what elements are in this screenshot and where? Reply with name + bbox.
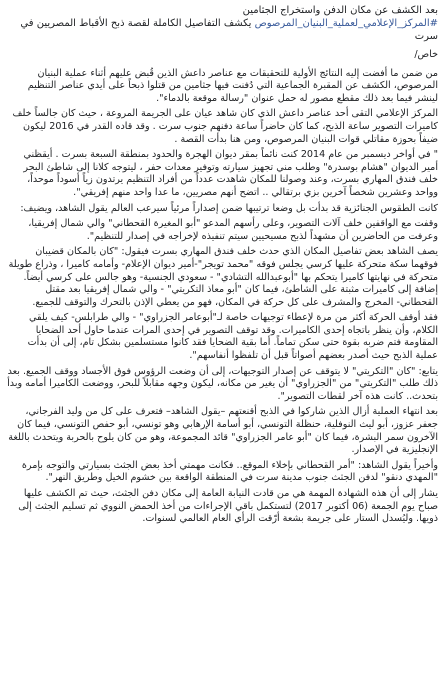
paragraph-conclusion: يشار إلى أن هذه الشهادة المهمة هي من قادت النيابة العامة إلى مكان دفن الجثث، حيث تم الكشف عليها صباح يوم الجمعة (06 أكتوبر 2017) لتستكمل باقي الإجراءات من أخذ الحمض النووي ثم تسليم الجثث إلى ذويها. وليُسدل الستار على جريمة بشعة أرّقت الرأي العام العالمي لسنوات. <box>18 488 438 525</box>
hashtag-link[interactable]: #المركز_الإعلامي_لعملية_البنيان_المرصوص <box>254 18 438 29</box>
paragraph-rituals: كانت الطقوس الجنائزية قد بدأت بل وضعا ترتيبها ضمن إصداراً مرئياً سيرعب العالم يقول الشاهد، ويضيف: <box>20 202 438 214</box>
post-headline <box>6 4 438 43</box>
paragraph-last-shots: يتابع: "كان "التكريتي" لا يتوقف عن إصدار التوجيهات، إلى أن وضعت الرؤوس فوق الأجساد ووقف الجميع. بعد ذلك طلب "التكريتي" من "الجزراوي" أن يغير من مكانه، ليكون وجهه مقابلاً للبحر، ووضعت الكاميرا أمامه وبدأ بتحدث.. كانت هذه آخر لقطات التصوير". <box>7 365 438 402</box>
paragraph-cameras: وقفت مع الواقفين خلف آلات التصوير، وعلى رأسهم المدعو "أبو المغيرة القحطاني" والي شمال إفريقيا، وعرفت من الحاضرين أن مشهداً لذبح مسيحيين سيتم تنفيذه لإخراجه في إصدار للتنظيم". <box>28 218 438 242</box>
post-title: بعد الكشف عن مكان الدفن واستخراج الجثامين <box>242 5 438 16</box>
paragraph-burial: وأخيراً يقول الشاهد: "أمر القحطاني بإخلاء الموقع.. فكانت مهمتي أخذ بعض الجثث بسيارتي والتوجه بإمرة "المهدي دنقو" لدفن الجثث جنوب مدينة سرت في المنطقة الواقعة بين خشوم الخيل وطريق النهر". <box>21 459 438 484</box>
headline-text: يكشف التفاصيل الكاملة لقصة ذبح الأقباط المصريين في سرت <box>20 18 438 42</box>
paragraph-witness-account: " في أواخر ديسمبر من عام 2014 كنت نائماً بمقر ديوان الهجرة والحدود بمنطقة السبعة بسرت . أيقظني أمير الديوان "هشام بوسدرة" وطلب مني تجهيز سيارته وتوفير معدات حفر ، ليتوجه كلانا إلى شاطئ البحر خلف فندق المهاري بسرت، وعند وصولنا للمكان شاهدت عدداً من أفراد التنظيم يرتدون زياً أسوداً موحداً، وواحد وعشرين شخصاً آخرين بزي برتقالي .. اتضح أنهم مصريين، ما عدا واحد منهم إفريقي". <box>23 149 438 198</box>
paragraph-intro: من ضمن ما أفضت إليه النتائج الأولية للتحقيقات مع عناصر داعش الذين قُبض عليهم أثناء عملية البنيان المرصوص، الكشف عن المقبرة الجماعية التي دُفنت فيها جثامين من قتلوا ذبحاً على أيدي عناصر التنظيم لينشر فيما بعد ذلك مقطع مصور له حمل عنوان "رسالة موقعة بالدماء". <box>27 67 438 104</box>
paragraph-media-center: المركز الإعلامي التقى أحد عناصر داعش الذي كان شاهد عيان على الجريمة المروعة ، حيث كان جالساً خلف كاميرات التصوير ساعة الذبح، كما كان حاضراً ساعة دفنهم جنوب سرت . وقد قاده القدر في 2016 ليكون ضيفاً بحوزة مقاتلي قوات البنيان المرصوص، ومن هنا بدأت القصة . <box>12 108 438 145</box>
exclusive-label: خاص/ <box>414 49 438 60</box>
paragraph-filming-stops: فقد أوقف الحركة أكثر من مرة لإعطاء توجيهات خاصة لـ"أبوعامر الجزراوي" - والي طرابلس- كيف يلقي الكلام، وأن ينظر باتجاه إحدى الكاميرات. وقد توقف التصوير في إحدى المرات عندما حاول أحد الضحايا المقاومة فتم ضربه بقوة حتى سكن تماماً. أما بقية الضحايا فقد كانوا مستسلمين بشكل تام، إلى أن بدأت عملية الذبح حيث أصدر بعضهم أصواتاً قبل أن تلفظوا أنفاسهم". <box>27 312 438 362</box>
paragraph-perpetrators: بعد انتهاء العملية أزال الذين شاركوا في الذبح أقنعتهم –يقول الشاهد– فتعرف على كل من وليد الفرجاني، جعفر عزوز، أبو ليث النوفلية، حنظلة التونسي، أبو أسامة الإرهابي وهو تونسي، أبو حفص التونسي، فيما كان الآخرون سمر البشرة، فيما كان "أبو عامر الجزراوي" قائد المجموعة، وهو من كان يلوح بالحربة ويتحدث باللغة الإنجليزية في الإصدار. <box>8 406 438 456</box>
paragraph-scene-description: يصف الشاهد بعض تفاصيل المكان الذي حدث خلف فندق المهاري بسرت فيقول: "كان بالمكان قضيبان فوقهما سكة متحركة عليها كرسي يجلس فوقه "محمد تويجر"-أمير ديوان الإعلام- وأمامه كاميرا ، وذراع طويلة متحركة في نهايتها كاميرا يتحكم بها "أبوعبدالله التشادي" - سعودي الجنسية- وهو جالس على كرسي أيضاً. إضافة إلى كاميرات مثبتة على الشاطئ، فيما كان "أبو معاذ التكريتي" - والي شمال إفريقيا بعد مقتل القحطاني- المخرج والمشرف على كل حركة في المكان، فهو من يعطي الإذن بالتحرك والتوقف للجميع. <box>8 246 438 308</box>
